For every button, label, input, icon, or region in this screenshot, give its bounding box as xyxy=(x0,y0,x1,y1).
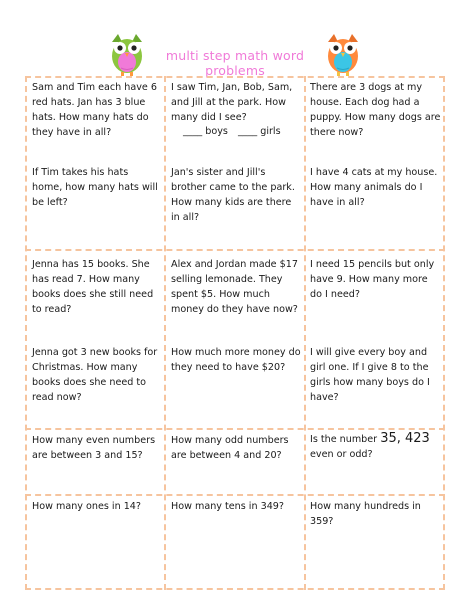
problem-14: How many odd numbers are between 4 and 20? xyxy=(171,435,289,461)
grid-divider xyxy=(25,428,445,430)
orange-owl-icon xyxy=(324,32,362,76)
grid-divider xyxy=(25,494,445,496)
problem-18: How many hundreds in 359? xyxy=(310,501,421,527)
problem-13: How many even numbers are between 3 and 15? xyxy=(32,435,156,461)
problem-10: How much more money do they need to have $20? xyxy=(171,347,301,373)
problem-4: Jan's sister and Jill's brother came to the park. How many kids are there in all? xyxy=(171,167,295,223)
problem-16: How many ones in 14? xyxy=(32,501,142,512)
problem-17: How many tens in 349? xyxy=(171,501,285,512)
grid-divider xyxy=(304,76,306,590)
problem-8: Jenna got 3 new books for Christmas. How many books does she need to read now? xyxy=(32,347,158,403)
problem-15-lead: Is the number xyxy=(310,434,378,445)
problem-15-number: 35, 423 xyxy=(380,431,430,446)
problem-12: I will give every boy and girl one. If I give 8 to the girls how many boys do I have? xyxy=(310,347,430,403)
problem-5: There are 3 dogs at my house. Each dog had a puppy. How many dogs are there now? xyxy=(310,82,441,138)
answer-blank-boys: ____ boys xyxy=(183,126,228,137)
worksheet-title: multi step math word problems xyxy=(165,48,305,78)
problem-15 xyxy=(310,431,442,462)
problem-2: If Tim takes his hats home, how many hats will be left? xyxy=(32,167,158,208)
worksheet-header xyxy=(0,0,470,80)
problem-1: Sam and Tim each have 6 red hats. Jan has 3 blue hats. How many hats do they have in all? xyxy=(32,82,157,138)
problem-3: I saw Tim, Jan, Bob, Sam, and Jill at the park. How many did I see? xyxy=(171,82,293,123)
answer-blank-girls: ____ girls xyxy=(238,126,281,137)
problem-6: I have 4 cats at my house. How many animals do I have in all? xyxy=(310,167,438,208)
problem-15-tail: even or odd? xyxy=(310,449,373,460)
grid-divider xyxy=(164,76,166,590)
grid-divider xyxy=(25,249,445,251)
problem-7: Jenna has 15 books. She has read 7. How many books does she still need to read? xyxy=(32,259,154,315)
problem-9: Alex and Jordan made $17 selling lemonade. They spent $5. How much money do they have now? xyxy=(171,259,298,315)
problem-11: I need 15 pencils but only have 9. How many more do I need? xyxy=(310,259,435,300)
